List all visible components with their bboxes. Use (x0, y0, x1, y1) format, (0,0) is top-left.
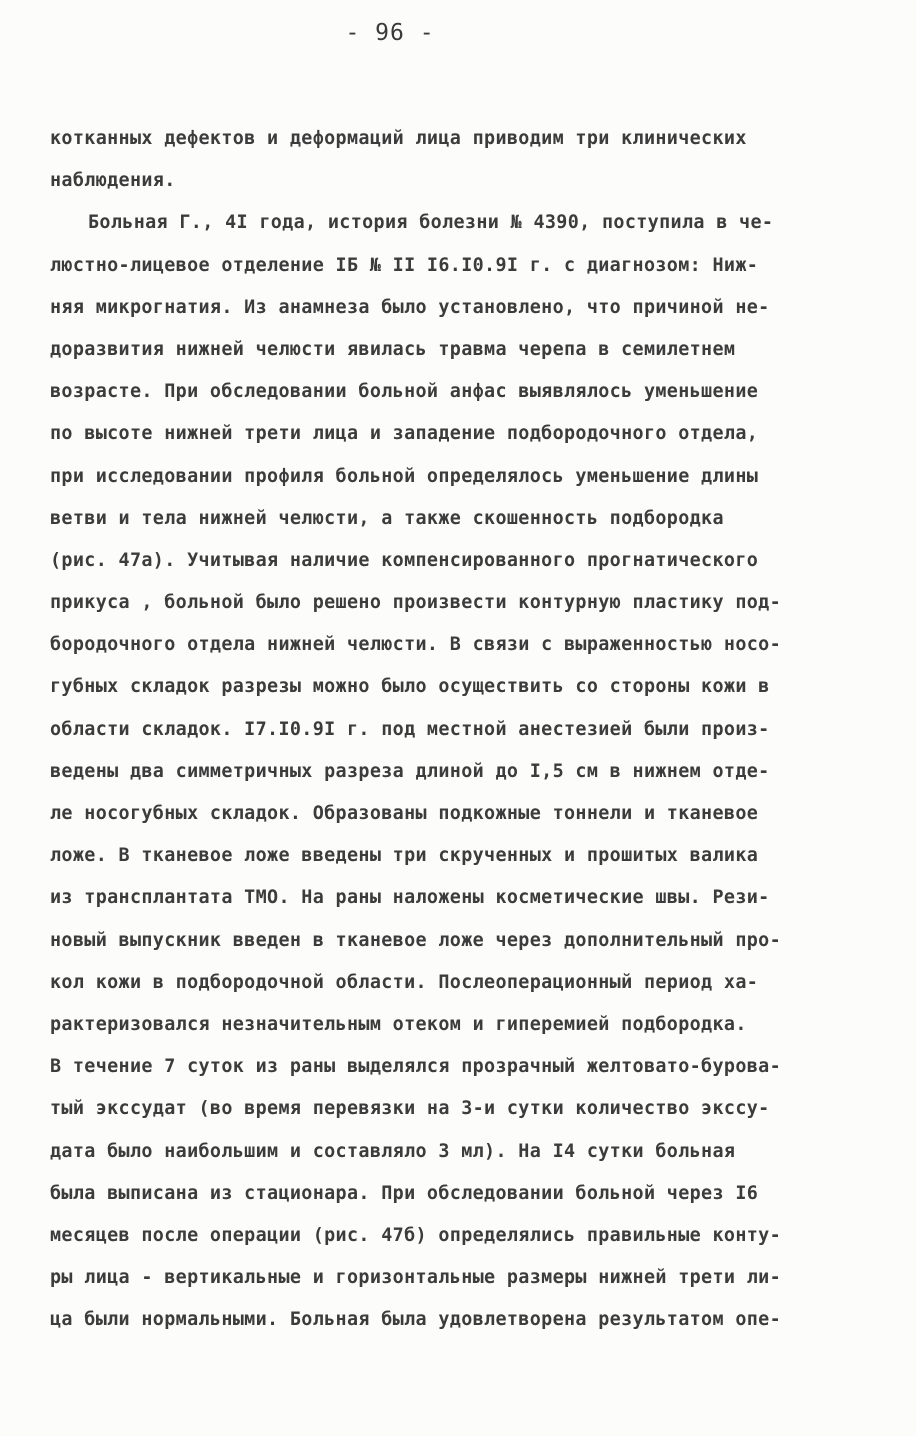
text-line: наблюдения. (50, 170, 176, 192)
text-line: губных складок разрезы можно было осуществить со стороны кожи в (50, 676, 770, 698)
text-line: рактеризовался незначительным отеком и гиперемией подбородка. (50, 1013, 747, 1035)
page-number: - 96 - (345, 20, 435, 46)
text-line: возрасте. При обследовании больной анфас выявлялось уменьшение (50, 381, 759, 403)
text-line: ведены два симметричных разреза длиной до I,5 см в нижнем отде- (50, 760, 770, 782)
text-line: месяцев после операции (рис. 47б) определялись правильные конту- (50, 1224, 782, 1246)
text-line: ле носогубных складок. Образованы подкожные тоннели и тканевое (50, 803, 759, 824)
text-line: Больная Г., 4I года, история болезни № 4390, поступила в че- (88, 212, 774, 234)
text-line: ца были нормальными. Больная была удовлетворена результатом опе- (50, 1309, 782, 1331)
text-line: при исследовании профиля больной определялось уменьшение длины (50, 465, 759, 487)
text-line: бородочного отдела нижней челюсти. В связи с выраженностью носо- (50, 634, 782, 656)
text-line: области складок. I7.I0.9I г. под местной анестезией были произ- (50, 718, 770, 740)
text-line: дата было наибольшим и составляло 3 мл). На I4 сутки больная (50, 1140, 736, 1162)
text-line: В течение 7 суток из раны выделялся прозрачный желтовато-бурова- (50, 1056, 782, 1078)
text-line: ры лица - вертикальные и горизонтальные размеры нижней трети ли- (50, 1267, 782, 1289)
text-line: новый выпускник введен в тканевое ложе через дополнительный про- (50, 929, 782, 951)
text-line: по высоте нижней трети лица и западение подбородочного отдела, (50, 423, 759, 445)
text-line: ложе. В тканевое ложе введены три скрученных и прошитых валика (50, 845, 759, 867)
text-line: ветви и тела нижней челюсти, а также скошенность подбородка (50, 507, 724, 529)
text-line: доразвития нижней челюсти явилась травма черепа в семилетнем (50, 338, 736, 360)
text-line: люстно-лицевое отделение ІБ № II I6.I0.9I г. с диагнозом: Ниж- (50, 254, 759, 276)
text-line: из трансплантата ТМО. На раны наложены косметические швы. Рези- (50, 887, 770, 909)
text-line: кол кожи в подбородочной области. Послеоперационный период ха- (50, 971, 759, 993)
text-line: прикуса , больной было решено произвести контурную пластику под- (50, 592, 782, 614)
text-line: котканных дефектов и деформаций лица приводим три клинических (50, 128, 747, 149)
text-line: (рис. 47а). Учитывая наличие компенсированного прогнатического (50, 549, 759, 571)
text-line: няя микрогнатия. Из анамнеза было установлено, что причиной не- (50, 296, 770, 318)
body-text (50, 118, 876, 1341)
text-line: тый экссудат (во время перевязки на 3-и сутки количество экссу- (50, 1098, 770, 1120)
text-line: была выписана из стационара. При обследовании больной через I6 (50, 1182, 759, 1204)
